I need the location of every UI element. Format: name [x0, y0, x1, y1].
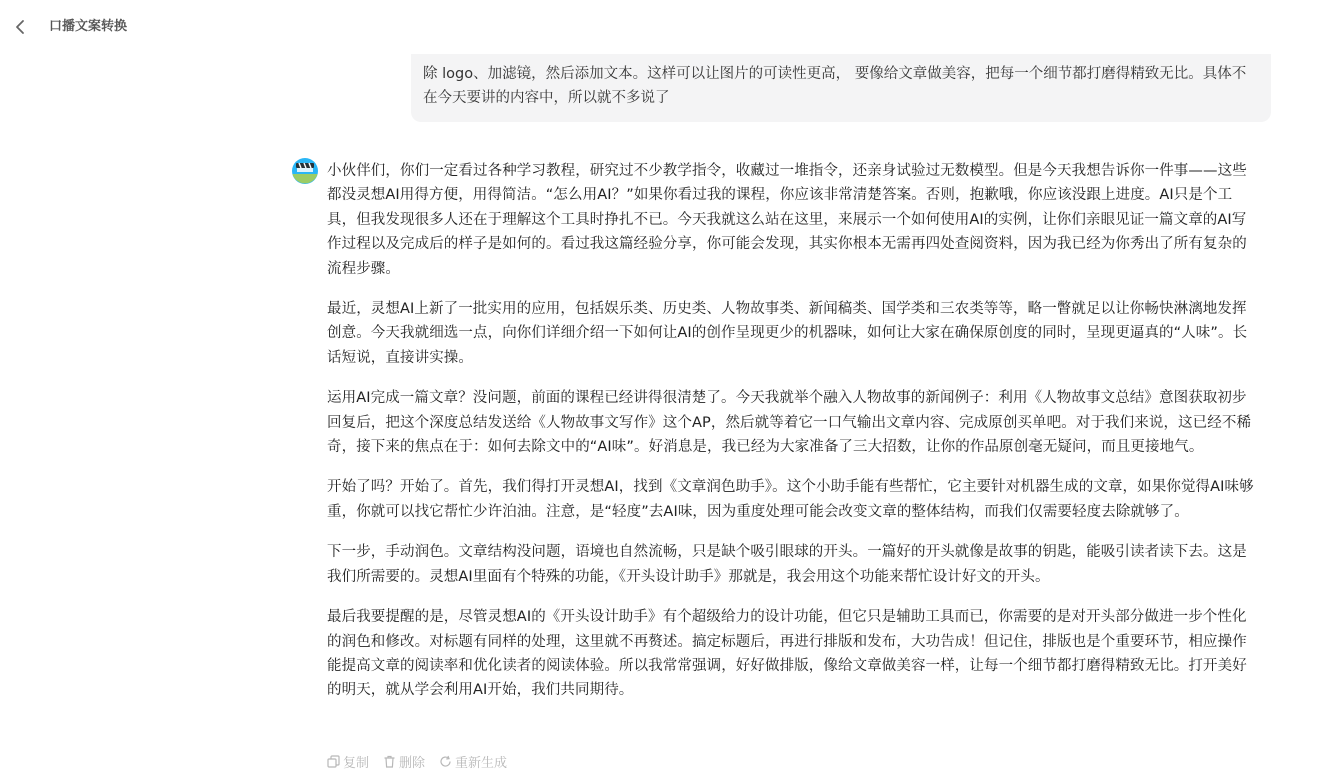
refresh-icon — [439, 755, 452, 768]
assistant-paragraph: 最后我要提醒的是，尽管灵想AI的《开头设计助手》有个超级给力的设计功能，但它只是辅助工具而已，你需要的是对开头部分做进一步个性化的润色和修改。对标题有同样的处理，这里就不再赘述。搞定标题后，再进行排版和发布，大功告成！但记住，排版也是个重要环节，相应操作能提高文章的阅读率和优化读者的阅读体验。所以我常常强调，好好做排版，像给文章做美容一样，让每一个细节都打磨得精致无比。打开美好的明天，就从学会利用AI开始，我们共同期待。 — [327, 609, 1247, 699]
copy-icon — [327, 755, 340, 768]
message-actions — [327, 751, 507, 771]
delete-button[interactable] — [383, 751, 425, 771]
assistant-paragraph: 小伙伴们，你们一定看过各种学习教程，研究过不少教学指令，收藏过一堆指令，还亲身试验过无数模型。但是今天我想告诉你一件事——这些都没灵想AI用得方便，用得简洁。“怎么用AI？”如果你看过我的课程，你应该非常清楚答案。否则，抱歉哦，你应该没跟上进度。AI只是个工具，但我发现很多人还在于理解这个工具时挣扎不已。今天我就这么站在这里，来展示一个如何使用AI的实例，让你们亲眼见证一篇文章的AI写作过程以及完成后的样子是如何的。看过我这篇经验分享，你可能会发现，其实你根本无需再四处查阅资料，因为我已经为你秀出了所有复杂的流程步骤。 — [327, 163, 1247, 277]
top-bar — [0, 0, 1342, 54]
regenerate-label: 重新生成 — [455, 755, 508, 771]
copy-button[interactable] — [327, 751, 369, 771]
user-message-text: 除 logo、加滤镜，然后添加文本。这样可以让图片的可读性更高， 要像给文章做美容，把每一个细节都打磨得精致无比。具体不在今天要讲的内容中，所以就不多说了 — [423, 66, 1247, 106]
assistant-paragraph: 开始了吗？开始了。首先，我们得打开灵想AI，找到《文章润色助手》。这个小助手能有些帮忙，它主要针对机器生成的文章，如果你觉得AI味够重，你就可以找它帮忙少许泊油。注意，是“轻度”去AI味，因为重度处理可能会改变文章的整体结构，而我们仅需要轻度去除就够了。 — [327, 479, 1254, 520]
assistant-message — [327, 159, 1257, 719]
assistant-paragraph: 运用AI完成一篇文章？没问题，前面的课程已经讲得很清楚了。今天我就举个融入人物故事的新闻例子：利用《人物故事文总结》意图获取初步回复后，把这个深度总结发送给《人物故事文写作》这个AP，然后就等着它一口气输出文章内容、完成原创买单吧。对于我们来说，这已经不稀奇，接下来的焦点在于：如何去除文中的“AI味”。好消息是，我已经为大家准备了三大招数，让你的作品原创毫无疑问，而且更接地气。 — [327, 390, 1252, 456]
assistant-paragraph: 下一步，手动润色。文章结构没问题，语境也自然流畅，只是缺个吸引眼球的开头。一篇好的开头就像是故事的钥匙，能吸引读者读下去。这是我们所需要的。灵想AI里面有个特殊的功能，《开头设计助手》那就是，我会用这个功能来帮忙设计好文的开头。 — [327, 544, 1247, 585]
clapperboard-avatar-icon — [291, 157, 319, 185]
chevron-left-icon[interactable] — [12, 18, 28, 36]
delete-label: 删除 — [399, 755, 426, 771]
regenerate-button[interactable] — [439, 751, 507, 771]
copy-label: 复制 — [343, 755, 370, 771]
page-title: 口播文案转换 — [49, 19, 128, 34]
trash-icon — [383, 755, 396, 768]
assistant-paragraph: 最近，灵想AI上新了一批实用的应用，包括娱乐类、历史类、人物故事类、新闻稿类、国学类和三农类等等，略一瞥就足以让你畅快淋漓地发挥创意。今天我就细选一点，向你们详细介绍一下如何让AI的创作呈现更少的机器味，如何让大家在确保原创度的同时，呈现更逼真的“人味”。长话短说，直接讲实操。 — [327, 301, 1248, 366]
